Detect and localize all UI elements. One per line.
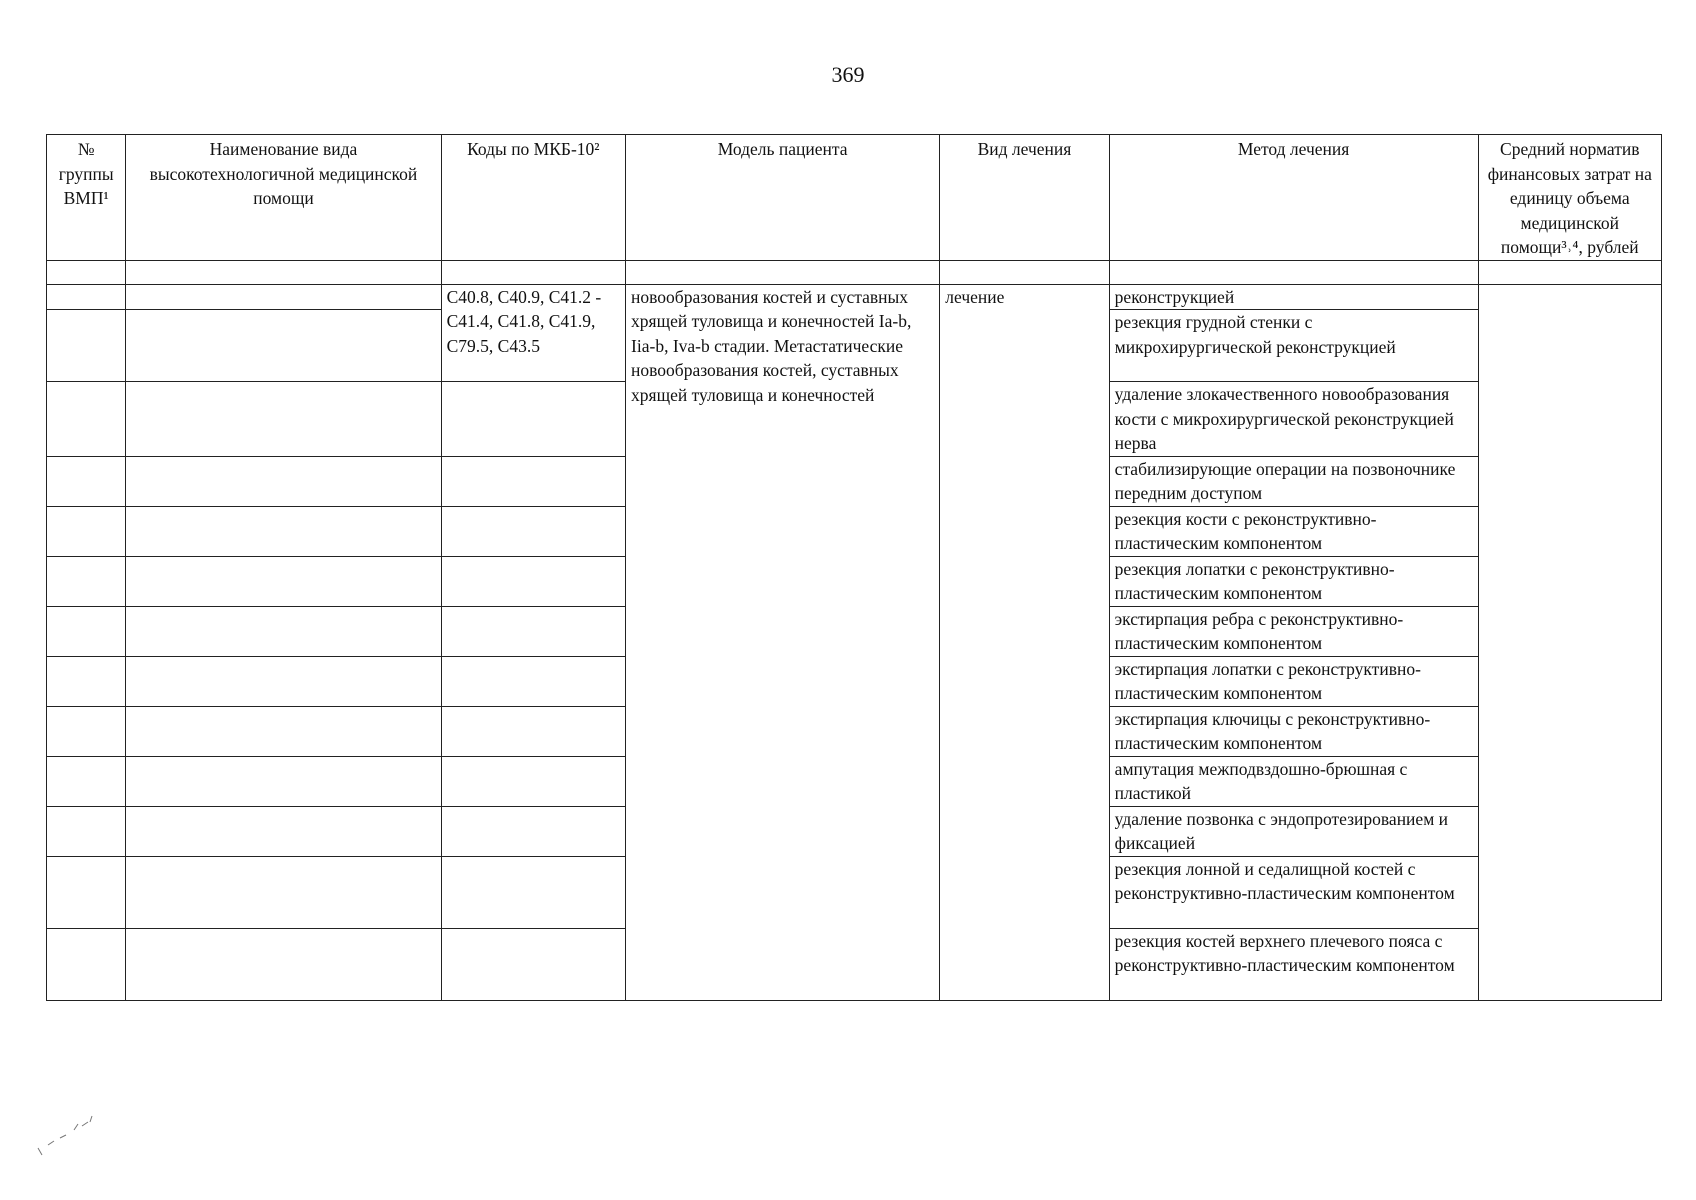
scan-artifact-icon <box>30 1100 120 1160</box>
treatment-type-cell: лечение <box>940 284 1109 1000</box>
page-number: 369 <box>831 62 865 87</box>
icd-codes-cell: C40.8, C40.9, C41.2 - C41.4, C41.8, C41.9, C79.5, C43.5 <box>441 284 625 382</box>
patient-model-cell: новообразования костей и суставных хрящей туловища и конечностей Ia-b, Iia-b, Iva-b стадии. Метастатические новообразования костей, суставных хрящей туловища и конечностей <box>626 284 940 1000</box>
method-item: экстирпация ключицы с реконструктивно-пластическим компонентом <box>1109 706 1478 756</box>
header-treatment-method: Метод лечения <box>1109 135 1478 261</box>
header-icd-codes: Коды по МКБ-10² <box>441 135 625 261</box>
table-row <box>47 260 1662 284</box>
cost-cell <box>1478 284 1661 1000</box>
method-item: резекция лонной и седалищной костей с реконструктивно-пластическим компонентом <box>1109 856 1478 928</box>
table-row <box>47 284 1662 310</box>
method-item: ампутация межподвздошно-брюшная с пластикой <box>1109 756 1478 806</box>
header-care-name: Наименование вида высокотехнологичной медицинской помощи <box>126 135 441 261</box>
method-item: стабилизирующие операции на позвоночнике передним доступом <box>1109 456 1478 506</box>
header-patient-model: Модель пациента <box>626 135 940 261</box>
method-item: экстирпация ребра с реконструктивно-пластическим компонентом <box>1109 606 1478 656</box>
header-cost-standard: Средний норматив финансовых затрат на единицу объема медицинской помощи³˒⁴, рублей <box>1478 135 1661 261</box>
vmp-table <box>46 134 1662 1001</box>
method-item: удаление злокачественного новообразования кости с микрохирургической реконструкцией нерва <box>1109 382 1478 457</box>
header-group-number: № группы ВМП¹ <box>47 135 126 261</box>
method-item: экстирпация лопатки с реконструктивно-пластическим компонентом <box>1109 656 1478 706</box>
method-item: резекция костей верхнего плечевого пояса с реконструктивно-пластическим компонентом <box>1109 928 1478 1000</box>
header-treatment-type: Вид лечения <box>940 135 1109 261</box>
method-item: удаление позвонка с эндопротезированием и фиксацией <box>1109 806 1478 856</box>
method-item: резекция лопатки с реконструктивно-пластическим компонентом <box>1109 556 1478 606</box>
method-item: реконструкцией <box>1109 284 1478 310</box>
table-header-row <box>47 135 1662 261</box>
method-item: резекция грудной стенки с микрохирургической реконструкцией <box>1109 310 1478 382</box>
method-item: резекция кости с реконструктивно-пластическим компонентом <box>1109 506 1478 556</box>
